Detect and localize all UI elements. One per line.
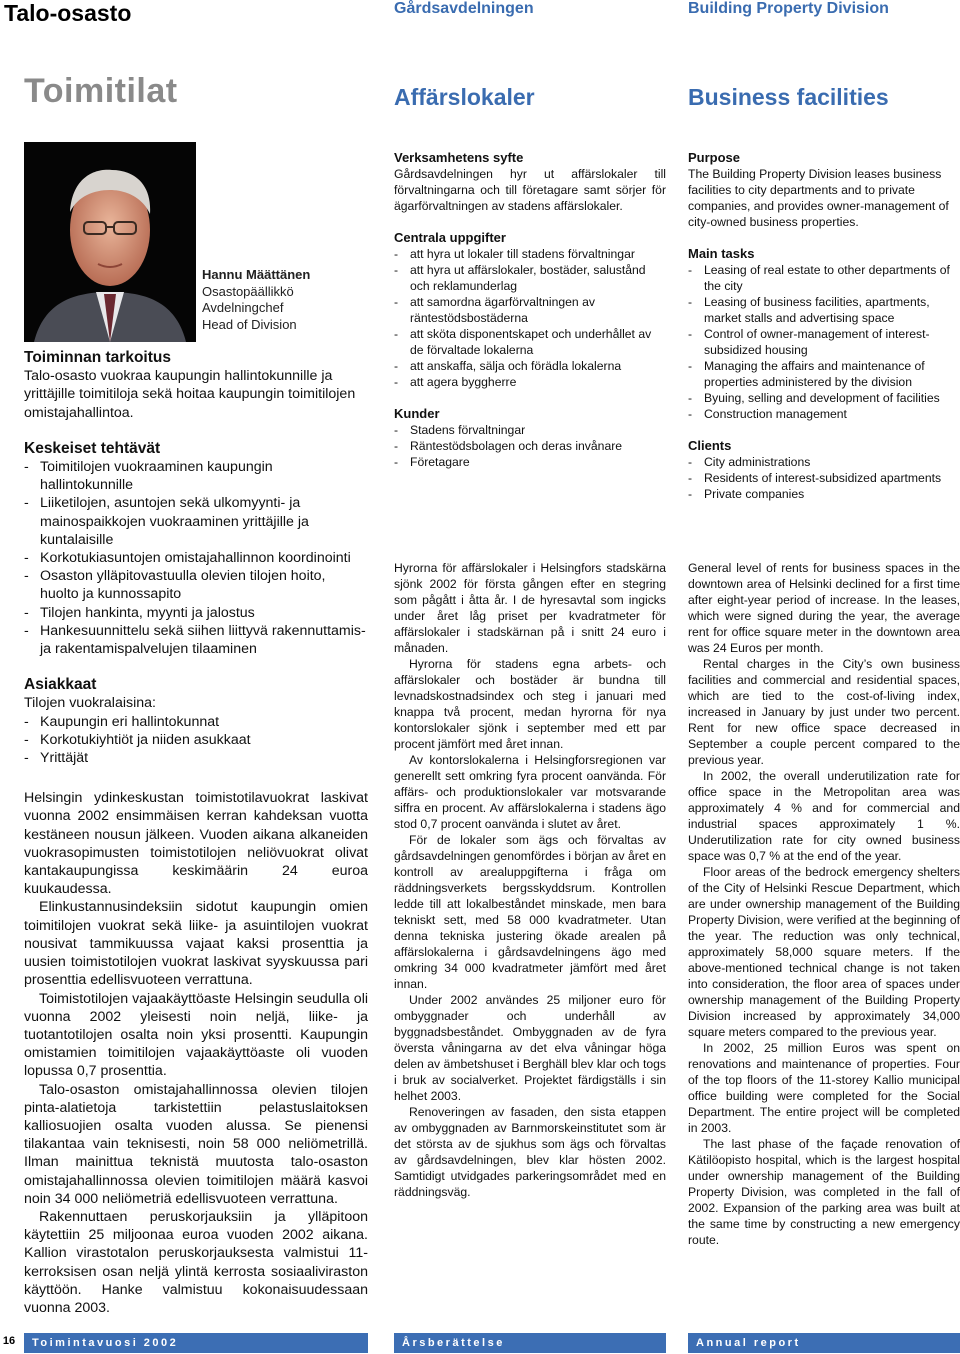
person-title-en: Head of Division xyxy=(202,316,297,332)
purpose-heading-fi: Toiminnan tarkoitus xyxy=(24,349,171,366)
person-name: Hannu Määttänen xyxy=(202,267,311,282)
paragraph-fi: Helsingin ydinkeskustan toimistotilavuokrat laskivat vuonna 2002 ensimmäisen kerran kahdeksan vuotta kestäneen nousun jälkeen. Vuoden aikana alkaneiden vuokrasopimusten toimistotilojen neliövuokrat olivat kantakaupungissa keskimäärin 24 euroa kuukaudessa. xyxy=(24,790,368,898)
list-item: - Yrittäjät xyxy=(24,749,368,767)
paragraph-sv: Av kontorslokalerna i Helsingforsregionen var generellt sett omkring fyra procent oanvända. För affärs- och produktionslokaler var motsvarande siffra en procent. Av affärslokalerna i stadens ägo stod 0,7 procent oanvända i slutet av året. xyxy=(394,753,666,831)
person-title-fi: Osastopäällikkö xyxy=(202,283,294,299)
list-item: - Construction management xyxy=(688,406,960,422)
paragraph-fi: Elinkustannusindeksiin sidotut kaupungin omien toimitilojen vuokrat sekä liike- ja asuintilojen vuokrat nousivat tammikuussa vajaat kaksi prosenttia ja uusien toimistotilojen vuokrat laskivat syyskuussa pari prosenttia edellisvuoteen verrattuna. xyxy=(24,899,368,989)
portrait-photo xyxy=(24,142,196,342)
footer-label-fi: Toimintavuosi 2002 xyxy=(24,1333,368,1353)
paragraph-en: Floor areas of the bedrock emergency shelters of the City of Helsinki Rescue Department, which are under ownership management of the Building Property Division, were verified at the beginning of the year. The reduction was only technical, approximately 58,000 square meters. If the above-mentioned technical change is not taken into consideration, the floor area of spaces under ownership management of the Building Property Division increased by approximately 34,000 square meters compared to the previous year. xyxy=(688,865,960,1039)
purpose-heading-en: Purpose xyxy=(688,150,741,165)
list-item: - Leasing of real estate to other departments of the city xyxy=(688,262,960,294)
list-item: - City administrations xyxy=(688,454,960,470)
column-en-top xyxy=(688,150,960,502)
list-item: - Control of owner-management of interest-subsidized housing xyxy=(688,326,960,358)
purpose-text-fi: Talo-osasto vuokraa kaupungin hallintokunnille ja yrittäjille toimitiloja sekä hoitaa kaupungin toimitilojen omistajahallintoa. xyxy=(24,368,356,421)
list-item: - Osaston ylläpitovastuulla olevien tilojen hoito, huolto ja kunnossapito xyxy=(24,567,368,603)
list-item: - Korkotukiasuntojen omistajahallinnon koordinointi xyxy=(24,549,368,567)
section-name-en: Building Property Division xyxy=(688,0,889,17)
page-title-en: Business facilities xyxy=(688,84,889,110)
paragraph-sv: För de lokaler som ägs och förvaltas av gårdsavdelningen genomfördes i början av året en kontroll av arealuppgifterna i fråga om räddningsverkets bergsskyddsrum. Kontrollen ledde till att lokalbeståndet minskade, men bara tekniskt sett, med 58 000 kvadratmeter. Utan denna tekniska justering ökade arealen på affärslokalerna i gårdsavdelningens ägo med omkring 34 000 kvadratmeter jämfört med året innan. xyxy=(394,833,666,991)
clients-list-sv xyxy=(394,422,666,470)
list-item: - att sköta disponentskapet och underhållet av de förvaltade lokalerna xyxy=(394,326,666,358)
page-number: 16 xyxy=(0,1330,18,1354)
person-title-sv: Avdelningchef xyxy=(202,300,284,315)
list-item: - Räntestödsbolagen och deras invånare xyxy=(394,438,666,454)
paragraph-en: In 2002, 25 million Euros was spent on renovations and maintenance of properties. Four of the top floors of the 11-storey Kallio municipal office building were completed for the Social Department. The entire project will be completed in 2003. xyxy=(688,1041,960,1135)
tasks-heading-fi: Keskeiset tehtävät xyxy=(24,439,161,457)
list-item: - Företagare xyxy=(394,454,666,470)
list-item: - Leasing of business facilities, apartments, market stalls and advertising space xyxy=(688,294,960,326)
tasks-list-en xyxy=(688,262,960,422)
paragraph-sv: Hyrorna för stadens egna arbets- och affärslokaler och bostäder är bundna till levnadskostnadsindex och steg i januari med knappa två procent, medan hyrorna för nya kontorslokaler sjönk i september med ett par procent jämfört med året innan. xyxy=(394,657,666,751)
clients-list-fi xyxy=(24,713,368,768)
list-item: - att anskaffa, sälja och förädla lokalerna xyxy=(394,358,666,374)
list-item: - Residents of interest-subsidized apartments xyxy=(688,470,960,486)
paragraph-fi: Rakennuttaen peruskorjauksiin ja ylläpitoon käytettiin 25 miljoonaa euroa vuoden 2002 aikana. Kallion virastotalon peruskorjauksesta valmistui 11-kerroksisen osan neljä ylintä kerrosta sosiaaliviraston käyttöön. Hanke valmistuu kokonaisuudessaan vuonna 2003. xyxy=(24,1208,368,1316)
list-item: - att hyra ut affärslokaler, bostäder, salustånd och reklamunderlag xyxy=(394,262,666,294)
footer-label-en: Annual report xyxy=(688,1333,960,1353)
paragraph-sv: Under 2002 användes 25 miljoner euro för ombyggnader och underhåll av byggnadsbeståndet. Ombyggnaden av de fyra översta våningarna av det elva våningar höga delen av ämbetshuset i Berghäll blev klar och togs i bruk av socialverket. Projektet färdigställs i sin helhet 2003. xyxy=(394,993,666,1103)
page-title-sv: Affärslokaler xyxy=(394,84,535,110)
paragraph-en: Rental charges in the City’s own business facilities and commercial and residential spaces, which are tied to the cost-of-living index, increased in January by just under two percent. Rent for new office space decreased in September a couple percent compared to the previous year. xyxy=(688,657,960,767)
list-item: - Toimitilojen vuokraaminen kaupungin hallintokunnille xyxy=(24,458,368,494)
paragraph-en: In 2002, the overall underutilization rate for office space in the Metropolitan area was approximately 4 % and for commercial and industrial spaces approximately 1 %. Underutilization rate for city owned business space was 0,7 % at the end of the year. xyxy=(688,769,960,863)
list-item: - att samordna ägarförvaltningen av räntestödsbostäderna xyxy=(394,294,666,326)
section-name-sv: Gårdsavdelningen xyxy=(394,0,534,17)
tasks-list-sv xyxy=(394,246,666,390)
paragraph-en: The last phase of the façade renovation of Kätilöopisto hospital, which is the largest hospital under ownership management of the Building Property Division, was completed in the fall of 2002. Expansion of the parking area was built at the same time by constructing a new emergency route. xyxy=(688,1137,960,1247)
clients-heading-sv: Kunder xyxy=(394,406,440,421)
column-en-body xyxy=(688,560,960,1248)
page-title-fi: Toimitilat xyxy=(24,72,178,110)
paragraph-sv: Hyrorna för affärslokaler i Helsingfors stadskärna sjönk 2002 för första gången efter en stegring som pågått i åtta år. I de hyresavtal som ingicks under året låg priset per kvadratmeter för affärslokaler i stadskärnan på i snitt 24 euro i månaden. xyxy=(394,561,666,655)
tasks-heading-en: Main tasks xyxy=(688,246,755,261)
list-item: - Stadens förvaltningar xyxy=(394,422,666,438)
purpose-text-sv: Gårdsavdelningen hyr ut affärslokaler till förvaltningarna och till företagare samt sörjer för ägarförvaltningen av stadens affärslokaler. xyxy=(394,167,666,213)
paragraph-en: General level of rents for business spaces in the downtown area of Helsinki declined for a first time after eight-year period of increase. In the leases, which were signed during the year, the average rent for office square meter in the downtown area was 24 Euros per month. xyxy=(688,561,960,655)
list-item: - Byuing, selling and development of facilities xyxy=(688,390,960,406)
tasks-list-fi xyxy=(24,458,368,658)
footer-label-sv: Årsberättelse xyxy=(394,1333,666,1353)
column-sv-top xyxy=(394,150,666,470)
column-sv-body xyxy=(394,560,666,1200)
paragraph-sv: Renoveringen av fasaden, den sista etappen av ombyggnaden av Barnmorskeinstitutet som är det största av de sjukhus som ägs och förvaltas av gårdsavdelningen, blev klar hösten 2002. Samtidigt utvidgades parkeringsområdet med en räddningsväg. xyxy=(394,1105,666,1199)
list-item: - Private companies xyxy=(688,486,960,502)
list-item: - Kaupungin eri hallintokunnat xyxy=(24,713,368,731)
list-item: - Liiketilojen, asuntojen sekä ulkomyynti- ja mainospaikkojen vuokraaminen yrittäjille ja kuntalaisille xyxy=(24,494,368,549)
list-item: - Hankesuunnittelu sekä siihen liittyvä rakennuttamis- ja rakentamispalvelujen tilaaminen xyxy=(24,622,368,658)
clients-heading-fi: Asiakkaat xyxy=(24,676,97,694)
list-item: - Tilojen hankinta, myynti ja jalostus xyxy=(24,604,368,622)
clients-intro-fi: Tilojen vuokralaisina: xyxy=(24,695,156,712)
portrait-illustration xyxy=(24,142,196,342)
section-name-fi: Talo-osasto xyxy=(4,0,132,26)
purpose-heading-sv: Verksamhetens syfte xyxy=(394,150,524,165)
clients-list-en xyxy=(688,454,960,502)
paragraph-fi: Talo-osaston omistajahallinnossa olevien tilojen pinta-alatietoja tarkistettiin pelastuslaitoksen kalliosuojien osalta vuoden alussa. Se pienensi tilakantaa vain teknisesti, noin 58 000 neliömetrillä. Ilman mainittua teknistä muutosta talo-osaston omistajahallinnossa olevien toimitilojen määrä kasvoi noin 34 000 neliömetriä edellisvuoteen verrattuna. xyxy=(24,1081,368,1207)
list-item: - Managing the affairs and maintenance of properties administered by the division xyxy=(688,358,960,390)
person-caption xyxy=(202,267,310,333)
list-item: - att hyra ut lokaler till stadens förvaltningar xyxy=(394,246,666,262)
purpose-text-en: The Building Property Division leases business facilities to city departments and to private companies, and provides owner-management of city-owned business properties. xyxy=(688,167,949,229)
tasks-heading-sv: Centrala uppgifter xyxy=(394,230,506,245)
paragraph-fi: Toimistotilojen vajaakäyttöaste Helsingin seudulla oli vuonna 2002 yleisesti noin neljä, liike- ja tuotantotilojen osalta noin yksi prosentti. Kaupungin omistamien toimitilojen vajaakäyttöaste oli vuoden lopussa 0,7 prosenttia. xyxy=(24,990,368,1080)
list-item: - att agera byggherre xyxy=(394,374,666,390)
list-item: - Korkotukiyhtiöt ja niiden asukkaat xyxy=(24,731,368,749)
clients-heading-en: Clients xyxy=(688,438,732,453)
column-fi xyxy=(24,349,368,1317)
